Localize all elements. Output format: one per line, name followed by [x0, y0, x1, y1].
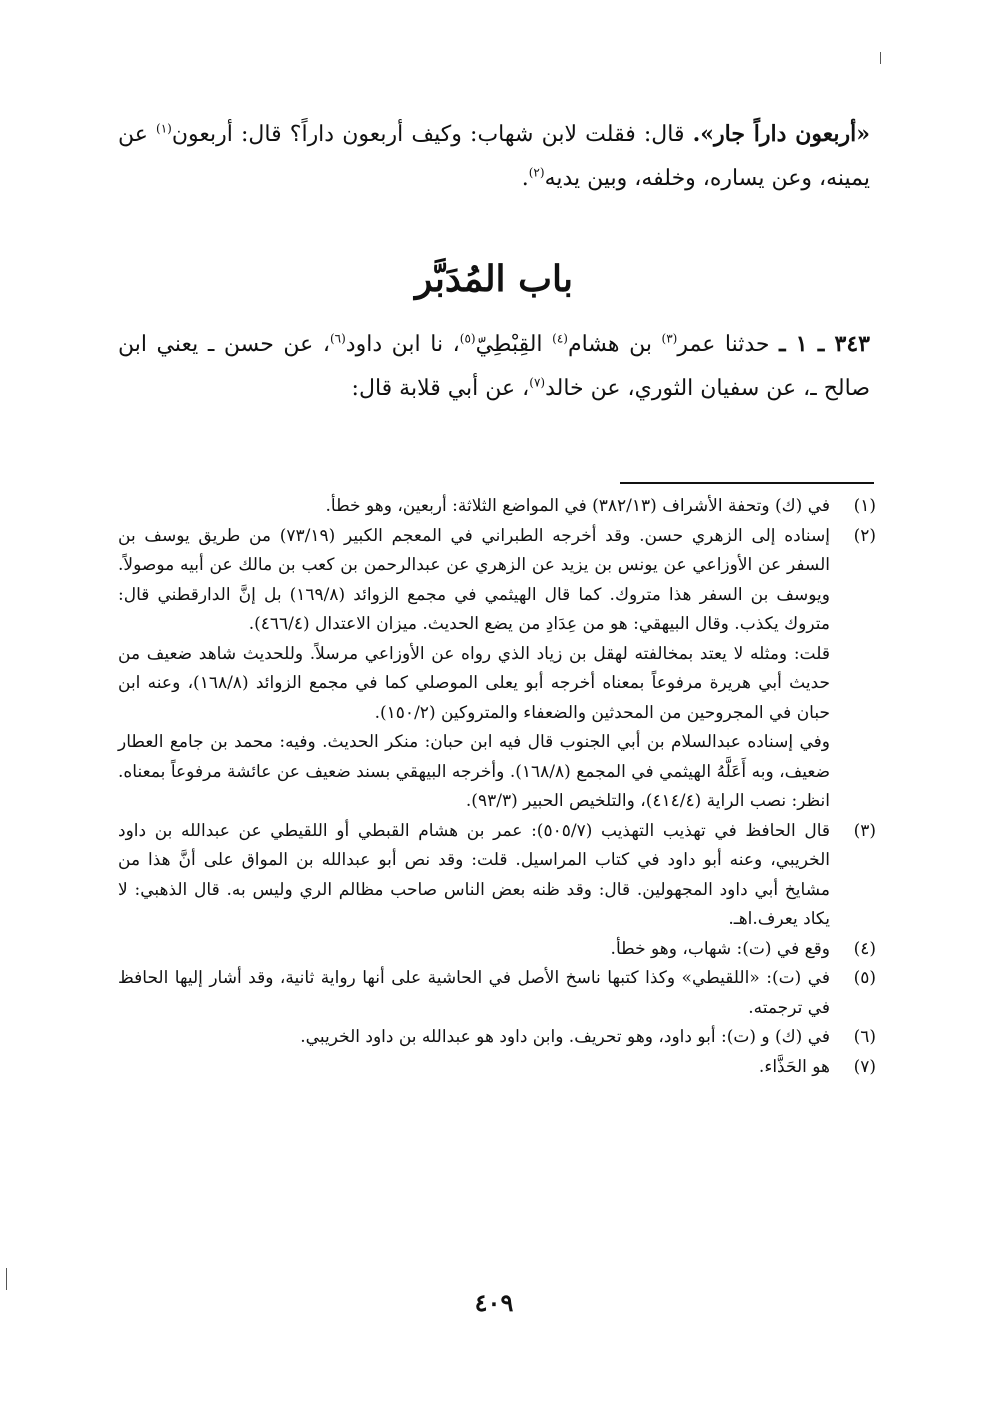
intro-quote: «أربعون داراً جار». [692, 121, 871, 147]
footnote-text: وقع في (ت): شهاب، وهو خطأ. [610, 938, 830, 959]
footnote-text: هو الحَذَّاء. [758, 1056, 830, 1077]
footnote-5 [118, 964, 876, 1023]
footnote-text: في (ك) و (ت): أبو داود، وهو تحريف. وابن داود هو عبدالله بن داود الخريبي. [300, 1027, 830, 1047]
footnote-number: (٢) [853, 525, 876, 546]
footnote-3 [118, 817, 876, 935]
chapter-title: باب المُدَبَّر [415, 258, 573, 300]
footnote-6 [118, 1023, 876, 1053]
footnote-divider [620, 482, 874, 484]
intro-end: . [521, 166, 529, 191]
hadith-text: ، عن حسن ـ يعني ابن صالح ـ، عن سفيان الثوري، عن خالد [118, 332, 870, 401]
footnote-1 [118, 492, 876, 522]
footnote-text: في (ك) وتحفة الأشراف (٣٨٢/١٣) في المواضع الثلاثة: أربعين، وهو خطأ. [325, 496, 830, 516]
footnote-ref-7: (٧) [529, 375, 546, 390]
footnote-ref-4: (٤) [552, 331, 568, 346]
footnote-text: وفي إسناده عبدالسلام بن أبي الجنوب قال فيه ابن حبان: منكر الحديث. وفيه: محمد بن جامع العطار ضعيف، وبه أَعَلَّهُ الهيثمي في المجمع (١٦٨/٨). وأخرجه البيهقي بسند ضعيف عن عائشة مرفوعاً بمعناه. انظر: نصب الراية (٤١٤/٤)، والتلخيص الحبير (٩٣/٣). [118, 732, 830, 811]
footnote-number: (٥) [853, 968, 876, 988]
footnote-7 [118, 1053, 876, 1083]
hadith-text: ، نا ابن داود [345, 332, 460, 357]
hadith-text: بن هشام [567, 332, 662, 357]
footnote-ref-6: (٦) [329, 331, 346, 346]
footnote-number: (١) [853, 496, 876, 516]
footnote-number: (٣) [853, 820, 876, 841]
hadith-number: ٣٤٣ ـ ١ ـ [779, 331, 870, 357]
intro-paragraph [118, 112, 870, 201]
hadith-text: ، عن أبي قلابة قال: [351, 376, 530, 401]
footnote-text: قلت: ومثله لا يعتد بمخالفته لهقل بن زياد الذي رواه عن الأوزاعي مرسلاً. وللحديث شاهد ضعيف من حديث أبي هريرة مرفوعاً بمعناه أخرجه أبو يعلى الموصلي كما في مجمع الزوائد (١٦٨/٨)، وعنه ابن حبان في المجروحين من المحدثين والضعفاء والمتروكين (١٥٠/٢). [118, 643, 830, 723]
footnote-ref-2: (٢) [528, 165, 545, 180]
page-number: ٤٠٩ [474, 1288, 514, 1317]
hadith-text: حدثنا عمر [677, 332, 780, 357]
footnote-text: إسناده إلى الزهري حسن. وقد أخرجه الطبراني في المعجم الكبير (٧٣/١٩) من طريق يوسف بن السفر عن الأوزاعي عن يونس بن يزيد عن الزهري عن عبدالرحمن بن كعب بن مالك عن أبيه موصولاً. ويوسف بن السفر هذا متروك. كما قال الهيثمي في مجمع الزوائد (١٦٩/٨) بل إنَّ الدارقطني قال: متروك يكذب. وقال البيهقي: هو من عِدَادِ من يضع الحديث. ميزان الاعتدال (٤٦٦/٤). [118, 525, 830, 634]
scan-mark-top [880, 52, 881, 64]
intro-line2: عن يمينه، وعن يساره، وخلفه، وبين يديه [118, 122, 870, 191]
footnotes [118, 492, 876, 1082]
footnote-2 [118, 522, 876, 817]
intro-line1: قال: فقلت لابن شهاب: وكيف أربعون داراً؟ قال: أربعون [171, 122, 693, 147]
footnote-4 [118, 935, 876, 965]
footnote-ref-5: (٥) [459, 331, 476, 346]
footnote-text: قال الحافظ في تهذيب التهذيب (٥٠٥/٧): عمر بن هشام القبطي أو اللقيطي عن عبدالله بن داود الخريبي، وعنه أبو داود في كتاب المراسيل. قلت: وقد نص أبو عبدالله بن المواق على أنَّ هذا من مشايخ أبي داود المجهولين. قال: وقد ظنه بعض الناس صاحب مظالم الري وليس به. قال الذهبي: لا يكاد يعرف.اهـ. [118, 820, 831, 929]
footnote-text: في (ت): «اللقيطي» وكذا كتبها ناسخ الأصل في الحاشية على أنها رواية ثانية، وقد أشار إليها الحافظ في ترجمته. [118, 968, 830, 1018]
footnote-number: (٤) [853, 938, 876, 959]
footnote-ref-1: (١) [156, 121, 172, 136]
footnote-number: (٧) [853, 1056, 876, 1077]
hadith-text: القِبْطِيّ [475, 332, 553, 357]
footnote-ref-3: (٣) [661, 331, 678, 346]
footnote-number: (٦) [853, 1027, 876, 1047]
hadith-paragraph [118, 322, 870, 411]
